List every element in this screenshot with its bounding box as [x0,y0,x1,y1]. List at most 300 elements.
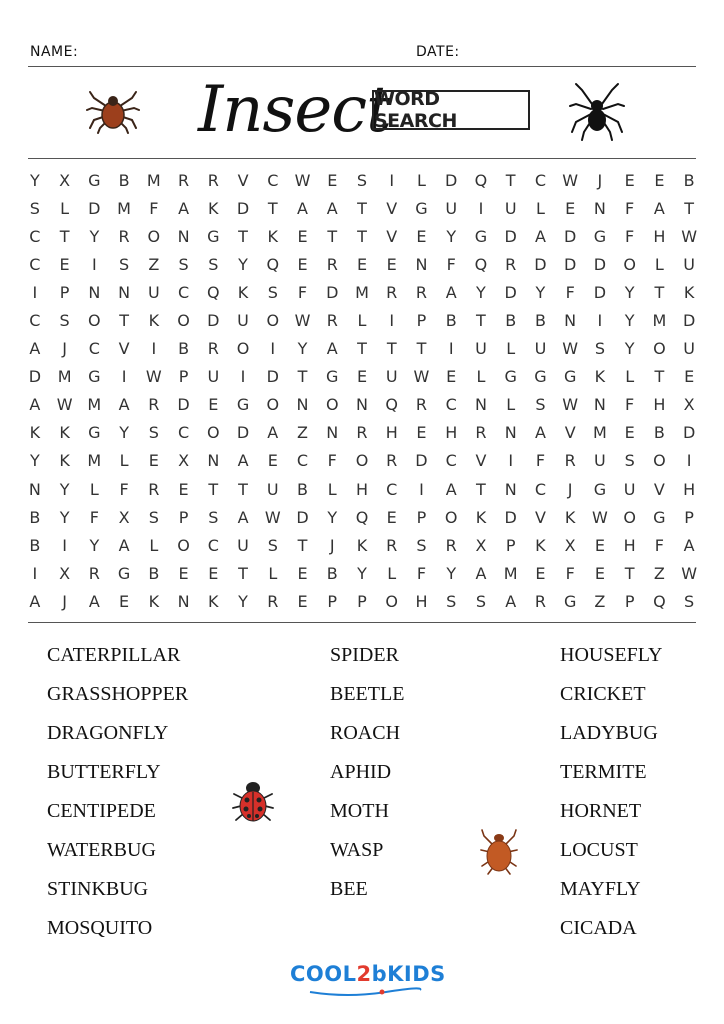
grid-cell[interactable]: Q [474,170,488,190]
grid-cell[interactable]: I [32,282,38,302]
grid-cell[interactable]: M [652,311,667,331]
grid-cell[interactable]: E [327,170,338,190]
grid-cell[interactable]: V [534,507,546,527]
grid-cell[interactable]: E [208,395,219,415]
grid-cell[interactable]: Q [653,591,666,611]
grid-cell[interactable]: V [653,479,665,499]
grid-cell[interactable]: D [236,423,250,443]
grid-cell[interactable]: F [535,451,546,471]
grid-cell[interactable]: I [32,563,38,583]
grid-cell[interactable]: F [565,563,575,583]
grid-cell[interactable]: U [683,254,695,274]
grid-cell[interactable]: T [238,226,248,246]
grid-cell[interactable]: C [386,479,398,499]
grid-cell[interactable]: W [562,339,579,359]
grid-cell[interactable]: F [625,395,635,415]
grid-cell[interactable]: Y [29,451,40,471]
grid-cell[interactable]: N [177,591,190,611]
grid-cell[interactable]: B [326,563,338,583]
grid-cell[interactable]: N [177,226,190,246]
grid-cell[interactable]: K [267,226,279,246]
grid-cell[interactable]: N [593,395,606,415]
grid-cell[interactable]: R [415,282,428,302]
grid-cell[interactable]: F [119,479,129,499]
grid-cell[interactable]: Y [624,311,635,331]
grid-cell[interactable]: D [415,451,428,471]
grid-cell[interactable]: N [593,198,606,218]
grid-cell[interactable]: N [474,395,487,415]
grid-cell[interactable]: G [593,479,607,499]
grid-cell[interactable]: N [88,282,101,302]
grid-cell[interactable]: W [681,226,698,246]
grid-cell[interactable]: S [446,591,457,611]
grid-cell[interactable]: W [562,395,579,415]
grid-cell[interactable]: I [686,451,692,471]
grid-cell[interactable]: G [593,226,607,246]
grid-cell[interactable]: G [653,507,666,527]
grid-cell[interactable]: I [270,339,276,359]
grid-cell[interactable]: E [297,563,308,583]
grid-cell[interactable]: V [475,451,487,471]
grid-cell[interactable]: Y [238,254,248,274]
grid-cell[interactable]: X [59,170,71,190]
grid-cell[interactable]: M [503,563,518,583]
grid-cell[interactable]: R [207,170,219,190]
grid-cell[interactable]: E [416,226,427,246]
grid-cell[interactable]: H [623,535,636,555]
grid-cell[interactable]: F [654,535,664,555]
grid-cell[interactable]: B [29,535,41,555]
grid-cell[interactable]: U [534,339,547,359]
grid-cell[interactable]: J [567,479,573,499]
grid-cell[interactable]: B [653,423,665,443]
grid-cell[interactable]: C [534,170,547,190]
grid-cell[interactable]: N [504,423,517,443]
grid-cell[interactable]: E [178,563,189,583]
grid-cell[interactable]: R [148,395,160,415]
grid-cell[interactable]: U [385,367,398,387]
grid-cell[interactable]: V [564,423,576,443]
grid-cell[interactable]: D [593,282,607,302]
grid-cell[interactable]: S [29,198,40,218]
grid-cell[interactable]: E [356,254,368,274]
grid-cell[interactable]: K [535,535,546,555]
grid-cell[interactable]: T [654,282,665,302]
grid-cell[interactable]: T [238,563,248,583]
grid-cell[interactable]: S [356,170,368,190]
grid-cell[interactable]: F [625,226,635,246]
grid-cell[interactable]: Y [59,479,70,499]
grid-cell[interactable]: B [297,479,308,499]
grid-cell[interactable]: P [357,591,367,611]
grid-cell[interactable]: C [534,479,547,499]
grid-cell[interactable]: G [117,563,131,583]
grid-cell[interactable]: T [119,311,129,331]
grid-cell[interactable]: V [118,339,130,359]
grid-cell[interactable]: X [118,507,130,527]
grid-cell[interactable]: L [60,198,70,218]
grid-cell[interactable]: M [117,198,131,218]
grid-cell[interactable]: D [504,226,517,246]
grid-cell[interactable]: H [653,226,666,246]
grid-cell[interactable]: O [653,451,666,471]
grid-cell[interactable]: H [653,395,666,415]
grid-cell[interactable]: H [355,479,368,499]
grid-cell[interactable]: K [208,198,219,218]
grid-cell[interactable]: O [325,395,339,415]
grid-cell[interactable]: E [594,535,605,555]
grid-cell[interactable]: T [357,198,367,218]
grid-cell[interactable]: K [148,311,160,331]
grid-cell[interactable]: Y [624,339,635,359]
grid-cell[interactable]: E [624,170,635,190]
grid-cell[interactable]: Y [29,170,40,190]
grid-cell[interactable]: K [683,282,695,302]
grid-cell[interactable]: P [178,507,189,527]
grid-cell[interactable]: D [28,367,42,387]
grid-cell[interactable]: C [445,451,457,471]
grid-cell[interactable]: Y [476,282,486,302]
grid-cell[interactable]: A [29,591,41,611]
grid-cell[interactable]: E [654,170,665,190]
grid-cell[interactable]: E [356,367,368,387]
grid-cell[interactable]: P [416,507,427,527]
grid-cell[interactable]: R [534,591,546,611]
grid-cell[interactable]: H [445,423,458,443]
grid-cell[interactable]: K [475,507,487,527]
grid-cell[interactable]: M [57,367,72,387]
grid-cell[interactable]: S [267,282,278,302]
grid-cell[interactable]: A [297,198,308,218]
grid-cell[interactable]: E [386,507,397,527]
grid-cell[interactable]: D [564,254,577,274]
grid-cell[interactable]: W [681,563,698,583]
grid-cell[interactable]: S [624,451,635,471]
grid-cell[interactable]: R [505,254,517,274]
grid-cell[interactable]: A [445,479,457,499]
grid-cell[interactable]: F [446,254,456,274]
grid-cell[interactable]: N [118,282,131,302]
grid-cell[interactable]: F [416,563,427,583]
grid-cell[interactable]: A [326,339,338,359]
grid-cell[interactable]: A [445,282,457,302]
grid-cell[interactable]: R [207,339,219,359]
grid-cell[interactable]: W [591,507,608,527]
grid-cell[interactable]: M [593,423,607,443]
grid-cell[interactable]: S [535,395,546,415]
grid-cell[interactable]: G [207,226,220,246]
grid-cell[interactable]: D [682,423,696,443]
grid-cell[interactable]: A [534,226,546,246]
grid-cell[interactable]: V [237,170,249,190]
grid-cell[interactable]: B [29,507,41,527]
grid-cell[interactable]: O [207,423,220,443]
grid-cell[interactable]: S [684,591,695,611]
grid-cell[interactable]: T [684,198,694,218]
grid-cell[interactable]: K [356,535,368,555]
grid-cell[interactable]: E [565,198,576,218]
grid-cell[interactable]: T [624,563,635,583]
grid-cell[interactable]: I [91,254,97,274]
grid-cell[interactable]: U [237,535,249,555]
grid-cell[interactable]: N [356,395,368,415]
grid-cell[interactable]: T [416,339,427,359]
grid-cell[interactable]: O [385,591,399,611]
grid-cell[interactable]: L [476,367,486,387]
grid-cell[interactable]: Y [327,507,338,527]
grid-cell[interactable]: E [386,254,397,274]
grid-cell[interactable]: R [386,451,398,471]
grid-cell[interactable]: Y [119,423,129,443]
grid-cell[interactable]: A [118,395,130,415]
grid-cell[interactable]: N [504,479,517,499]
grid-cell[interactable]: T [267,198,278,218]
grid-cell[interactable]: X [475,535,487,555]
grid-cell[interactable]: L [89,479,99,499]
grid-cell[interactable]: B [505,311,517,331]
grid-cell[interactable]: I [448,339,454,359]
grid-cell[interactable]: W [294,311,311,331]
grid-cell[interactable]: D [236,198,250,218]
grid-cell[interactable]: L [506,339,516,359]
grid-cell[interactable]: F [149,198,159,218]
grid-cell[interactable]: R [415,395,428,415]
grid-cell[interactable]: R [386,535,398,555]
grid-cell[interactable]: Q [385,395,399,415]
grid-cell[interactable]: C [29,226,41,246]
grid-cell[interactable]: Q [355,507,369,527]
grid-cell[interactable]: T [208,479,219,499]
grid-cell[interactable]: U [683,339,695,359]
grid-cell[interactable]: F [89,507,99,527]
grid-cell[interactable]: L [387,563,397,583]
grid-cell[interactable]: C [177,423,190,443]
grid-cell[interactable]: L [268,563,278,583]
grid-cell[interactable]: U [445,198,458,218]
grid-cell[interactable]: X [178,451,190,471]
grid-cell[interactable]: A [118,535,130,555]
grid-cell[interactable]: N [28,479,41,499]
grid-cell[interactable]: M [355,282,369,302]
grid-cell[interactable]: X [683,395,695,415]
grid-cell[interactable]: B [445,311,457,331]
grid-cell[interactable]: A [475,563,487,583]
grid-cell[interactable]: N [326,423,339,443]
grid-cell[interactable]: G [236,395,250,415]
grid-cell[interactable]: P [624,591,635,611]
grid-cell[interactable]: D [445,170,458,190]
grid-cell[interactable]: G [88,367,101,387]
grid-cell[interactable]: Y [357,563,367,583]
grid-cell[interactable]: A [326,198,338,218]
grid-cell[interactable]: T [238,479,248,499]
grid-cell[interactable]: O [623,507,636,527]
grid-cell[interactable]: T [297,535,308,555]
grid-cell[interactable]: L [357,311,367,331]
grid-cell[interactable]: I [508,451,514,471]
grid-cell[interactable]: C [207,535,219,555]
grid-cell[interactable]: Q [474,254,488,274]
grid-cell[interactable]: M [87,451,102,471]
grid-cell[interactable]: W [294,170,311,190]
grid-cell[interactable]: P [416,311,427,331]
grid-cell[interactable]: W [264,507,281,527]
grid-cell[interactable]: A [653,198,665,218]
grid-cell[interactable]: L [535,198,545,218]
grid-cell[interactable]: K [59,451,70,471]
grid-cell[interactable]: E [535,563,546,583]
grid-cell[interactable]: E [594,563,605,583]
grid-cell[interactable]: B [148,563,160,583]
grid-cell[interactable]: J [329,535,335,555]
grid-cell[interactable]: R [445,535,457,555]
grid-cell[interactable]: Z [594,591,606,611]
grid-cell[interactable]: Y [297,339,308,359]
grid-cell[interactable]: U [266,479,279,499]
grid-cell[interactable]: J [597,170,603,190]
grid-cell[interactable]: L [625,367,635,387]
grid-cell[interactable]: D [177,395,190,415]
grid-cell[interactable]: O [147,226,161,246]
grid-cell[interactable]: G [504,367,517,387]
grid-cell[interactable]: T [297,367,308,387]
grid-cell[interactable]: G [88,423,101,443]
grid-cell[interactable]: E [297,226,308,246]
grid-cell[interactable]: Y [89,535,100,555]
grid-cell[interactable]: T [357,226,367,246]
grid-cell[interactable]: P [178,367,189,387]
grid-cell[interactable]: Y [446,226,457,246]
grid-cell[interactable]: E [297,254,308,274]
grid-cell[interactable]: K [148,591,160,611]
grid-cell[interactable]: D [326,282,339,302]
grid-cell[interactable]: N [564,311,577,331]
grid-cell[interactable]: T [505,170,516,190]
grid-cell[interactable]: S [416,535,427,555]
grid-cell[interactable]: A [534,423,546,443]
grid-cell[interactable]: K [208,591,219,611]
grid-cell[interactable]: D [504,282,517,302]
grid-cell[interactable]: A [178,198,190,218]
grid-cell[interactable]: O [653,339,666,359]
grid-cell[interactable]: H [415,591,428,611]
grid-cell[interactable]: T [59,226,70,246]
grid-cell[interactable]: A [88,591,100,611]
grid-cell[interactable]: P [327,591,338,611]
grid-cell[interactable]: S [178,254,189,274]
grid-cell[interactable]: G [474,226,488,246]
grid-cell[interactable]: Q [207,282,220,302]
grid-cell[interactable]: J [62,591,67,611]
grid-cell[interactable]: G [534,367,547,387]
grid-cell[interactable]: L [149,535,159,555]
grid-cell[interactable]: S [475,591,487,611]
grid-cell[interactable]: D [682,311,696,331]
grid-cell[interactable]: R [177,170,190,190]
grid-cell[interactable]: B [178,339,190,359]
grid-cell[interactable]: T [357,339,367,359]
grid-cell[interactable]: O [266,311,280,331]
grid-cell[interactable]: I [389,311,395,331]
grid-cell[interactable]: U [147,282,160,302]
grid-cell[interactable]: G [415,198,428,218]
grid-cell[interactable]: C [177,282,190,302]
grid-cell[interactable]: Z [297,423,308,443]
grid-cell[interactable]: R [475,423,487,443]
grid-cell[interactable]: E [624,423,635,443]
grid-cell[interactable]: W [56,395,73,415]
grid-cell[interactable]: C [88,339,100,359]
grid-cell[interactable]: Y [535,282,546,302]
grid-cell[interactable]: I [478,198,484,218]
grid-cell[interactable]: I [240,367,246,387]
grid-cell[interactable]: R [148,479,160,499]
grid-cell[interactable]: O [177,535,190,555]
grid-cell[interactable]: A [505,591,517,611]
grid-cell[interactable]: E [208,563,219,583]
grid-cell[interactable]: Y [446,563,457,583]
grid-cell[interactable]: U [475,339,487,359]
grid-cell[interactable]: M [87,395,102,415]
grid-cell[interactable]: R [118,226,130,246]
grid-cell[interactable]: W [413,367,430,387]
grid-cell[interactable]: C [29,254,41,274]
grid-cell[interactable]: H [385,423,398,443]
grid-cell[interactable]: H [683,479,696,499]
grid-cell[interactable]: U [594,451,606,471]
grid-cell[interactable]: T [327,226,338,246]
grid-cell[interactable]: Z [148,254,160,274]
grid-cell[interactable]: E [148,451,159,471]
grid-cell[interactable]: B [118,170,130,190]
grid-cell[interactable]: Y [624,282,635,302]
grid-cell[interactable]: C [267,170,279,190]
grid-cell[interactable]: D [564,226,577,246]
grid-cell[interactable]: P [684,507,694,527]
grid-cell[interactable]: D [266,367,279,387]
grid-cell[interactable]: Y [238,591,248,611]
grid-cell[interactable]: C [445,395,457,415]
grid-cell[interactable]: T [654,367,665,387]
grid-cell[interactable]: K [59,423,70,443]
grid-cell[interactable]: C [296,451,309,471]
grid-cell[interactable]: O [236,339,250,359]
grid-cell[interactable]: F [327,451,337,471]
grid-cell[interactable]: M [146,170,161,190]
grid-cell[interactable]: O [88,311,101,331]
grid-cell[interactable]: L [119,451,129,471]
grid-cell[interactable]: L [327,479,337,499]
grid-cell[interactable]: D [534,254,547,274]
grid-cell[interactable]: V [386,226,398,246]
grid-cell[interactable]: A [237,507,249,527]
grid-cell[interactable]: R [356,423,368,443]
grid-cell[interactable]: U [237,311,249,331]
grid-cell[interactable]: G [563,591,577,611]
grid-cell[interactable]: F [565,282,575,302]
grid-cell[interactable]: W [562,170,579,190]
grid-cell[interactable]: V [386,198,398,218]
grid-cell[interactable]: D [207,311,220,331]
grid-cell[interactable]: E [416,423,427,443]
grid-cell[interactable]: L [654,254,664,274]
grid-cell[interactable]: O [266,395,280,415]
grid-cell[interactable]: E [684,367,695,387]
grid-cell[interactable]: S [119,254,130,274]
grid-cell[interactable]: N [296,395,309,415]
grid-cell[interactable]: I [62,535,67,555]
grid-cell[interactable]: I [151,339,157,359]
